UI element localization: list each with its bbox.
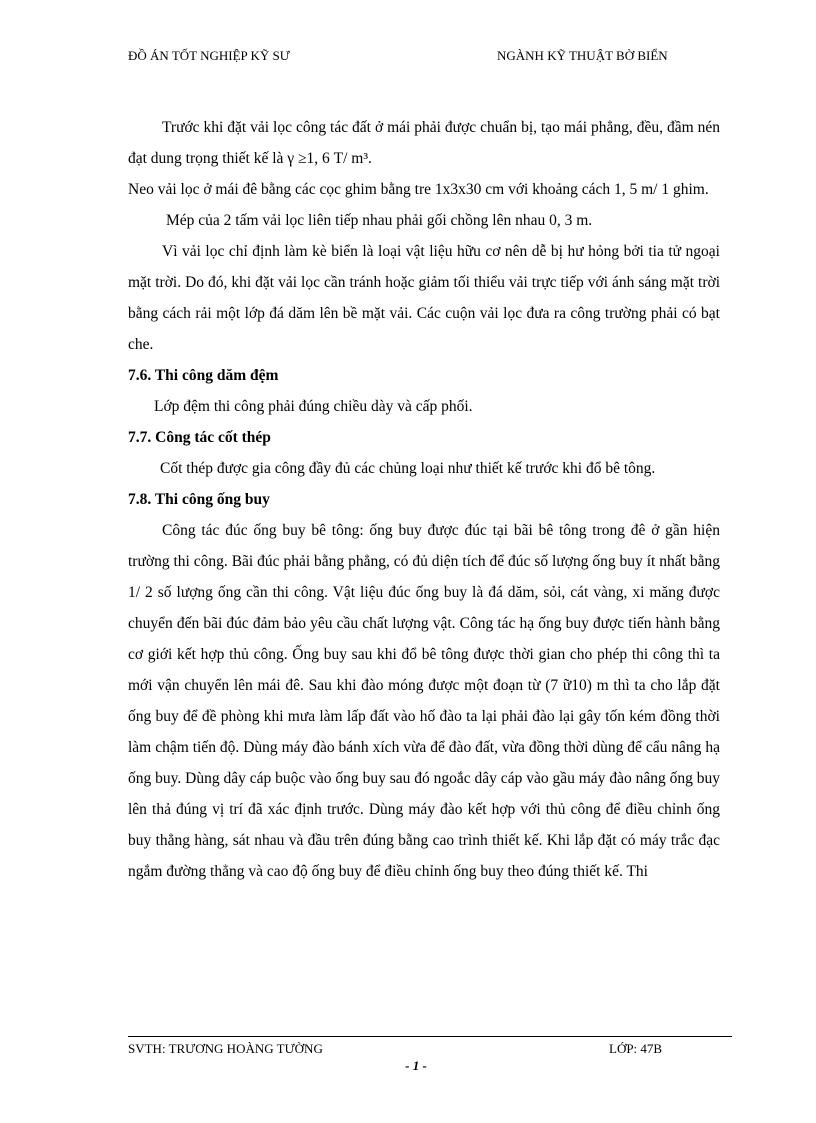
paragraph-cushion-layer: Lớp đệm thi công phải đúng chiều dày và cấp phối. xyxy=(154,398,473,415)
header-left: ĐỒ ÁN TỐT NGHIỆP KỸ SƯ xyxy=(128,48,290,63)
paragraph-filter-uv-protection: Vì vải lọc chỉ định làm kè biển là loại vật liệu hữu cơ nên dễ bị hư hỏng bởi tia tử ngoại mặt trời. Do đó, khi đặt vải lọc cần tránh hoặc giảm tối thiểu vải trực tiếp với ánh sáng mặt trời bằng cách rải một lớp đá dăm lên bề mặt vải. Các cuộn vải lọc đưa ra công trường phải có bạt che. xyxy=(128,243,720,353)
footer-divider xyxy=(128,1036,732,1037)
page-number xyxy=(0,1058,816,1074)
paragraph-reinforcement: Cốt thép được gia công đầy đủ các chủng loại như thiết kế trước khi đổ bê tông. xyxy=(160,460,656,477)
paragraph-filter-preparation: Trước khi đặt vải lọc công tác đất ở mái phải được chuẩn bị, tạo mái phẳng, đều, đầm nén đạt dung trọng thiết kế là γ ≥1, 6 T/ m³. xyxy=(128,119,720,167)
paragraph-pipe-construction: Công tác đúc ống buy bê tông: ống buy được đúc tại bãi bê tông trong đê ở gần hiện trường thi công. Bãi đúc phải bằng phẳng, có đủ diện tích để đúc số lượng ống buy ít nhất bằng 1/ 2 số lượng ống cần thi công. Vật liệu đúc ống buy là đá dăm, sỏi, cát vàng, xi măng được chuyển đến bãi đúc đảm bảo yêu cầu chất lượng vật. Công tác hạ ống buy được tiến hành bằng cơ giới kết hợp thủ công. Ống buy sau khi đổ bê tông được thời gian cho phép thi công thì ta mới vận chuyển lên mái đê. Sau khi đào móng được một đoạn từ (7 ữ10) m thì ta cho lắp đặt ống buy để đề phòng khi mưa làm lấp đất vào hố đào ta lại phải đào lại gây tốn kém đồng thời làm chậm tiến độ. Dùng máy đào bánh xích vừa để đào đất, vừa đồng thời dùng để cẩu nâng hạ ống buy. Dùng dây cáp buộc vào ống buy sau đó ngoắc dây cáp vào gầu máy đào nâng ống buy lên thả đúng vị trí đã xác định trước. Dùng máy đào kết hợp với thủ công để điều chỉnh ống buy thẳng hàng, sát nhau và đầu trên đúng bằng cao trình thiết kế. Khi lắp đặt có máy trắc đạc ngắm đường thẳng và cao độ ống buy để điều chỉnh ống buy theo đúng thiết kế. Thi xyxy=(128,522,720,880)
footer-class: LỚP: 47B xyxy=(609,1041,663,1056)
section-heading-7-7: 7.7. Công tác cốt thép xyxy=(128,429,271,446)
header-right: NGÀNH KỸ THUẬT BỜ BIỂN xyxy=(497,48,668,63)
section-heading-7-8: 7.8. Thi công ống buy xyxy=(128,491,270,508)
page-number-text: - 1 - xyxy=(405,1058,427,1073)
section-heading-7-6: 7.6. Thi công dăm đệm xyxy=(128,367,279,384)
paragraph-filter-anchoring: Neo vải lọc ở mái đê bằng các cọc ghim bằng tre 1x3x30 cm với khoảng cách 1, 5 m/ 1 ghim. xyxy=(128,181,709,198)
paragraph-filter-overlap: Mép của 2 tấm vải lọc liên tiếp nhau phải gối chồng lên nhau 0, 3 m. xyxy=(166,212,593,229)
document-body xyxy=(128,112,720,887)
footer-student: SVTH: TRƯƠNG HOÀNG TƯỜNG xyxy=(128,1041,323,1056)
